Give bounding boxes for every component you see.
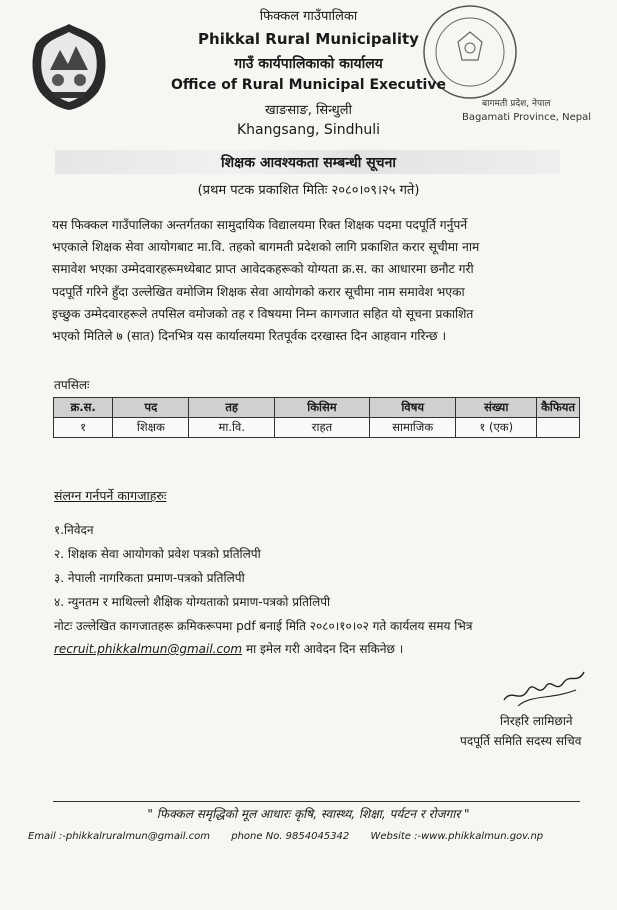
email-line bbox=[54, 640, 403, 657]
body-line: भएकाले शिक्षक सेवा आयोगबाट मा.वि. तहको बागमती प्रदेशको लागि प्रकाशित करार सूचीमा नाम bbox=[52, 240, 480, 255]
table-row bbox=[54, 418, 580, 438]
table-cell: शिक्षक bbox=[113, 418, 189, 438]
note-line: नोटः उल्लेखित कागजातहरू क्रमिकरूपमा pdf बनाई मिति २०८०।१०।०२ गते कार्यलय समय भित्र bbox=[54, 619, 473, 633]
footer-website[interactable]: Website :-www.phikkalmun.gov.np bbox=[370, 831, 544, 842]
column-header: विषय bbox=[369, 398, 455, 418]
office-name-nepali: गाउँ कार्यपालिकाको कार्यालय bbox=[234, 56, 383, 72]
signatory-title: पदपूर्ति समिति सदस्य सचिव bbox=[460, 734, 582, 748]
table-header-row bbox=[54, 398, 580, 418]
footer-phone: phone No. 9854045342 bbox=[231, 831, 350, 842]
table-cell: १ bbox=[54, 418, 113, 438]
details-table bbox=[53, 397, 580, 438]
application-email-link[interactable]: recruit.phikkalmun@gmail.com bbox=[54, 642, 243, 656]
attachment-item: ४. न्युनतम र माथिल्लो शैक्षिक योग्यताको प्रमाण-पत्रको प्रतिलिपी bbox=[54, 595, 331, 609]
body-line: भएको मितिले ७ (सात) दिनभित्र यस कार्यालयमा रितपूर्वक दरखास्त दिन आहवान गरिन्छ । bbox=[52, 329, 447, 344]
header-script-line: फिक्कल गाउँपालिका bbox=[259, 9, 358, 24]
column-header: तह bbox=[189, 398, 274, 418]
body-line: इच्छुक उम्मेदवारहरूले तपसिल वमोजको तह र विषयमा निम्न कागजात सहित यो सूचना प्रकाशित bbox=[52, 306, 474, 321]
footer-motto: " फिक्कल समृद्धिको मूल आधारः कृषि, स्वास्थ्य, शिक्षा, पर्यटन र रोजगार " bbox=[147, 807, 470, 821]
body-line: समावेश भएका उम्मेदवारहरूमध्येबाट प्राप्त आवेदकहरूको योग्यता क्र.स. का आधारमा छनौट गरी bbox=[52, 262, 474, 277]
handwritten-signature bbox=[498, 664, 588, 710]
attachment-item: ३. नेपाली नागरिकता प्रमाण-पत्रको प्रतिलिपी bbox=[54, 571, 245, 585]
footer-email[interactable]: Email :-phikkalruralmun@gmail.com bbox=[28, 831, 211, 842]
table-cell: १ (एक) bbox=[456, 418, 537, 438]
column-header: पद bbox=[113, 398, 189, 418]
stamp-caption-english: Bagamati Province, Nepal bbox=[462, 112, 592, 123]
signatory-name: निरहरि लामिछाने bbox=[500, 714, 573, 728]
footer-divider bbox=[53, 801, 580, 802]
body-line: पदपूर्ति गरिने हुँदा उल्लेखित वमोजिम शिक्षक सेवा आयोगको करार सूचीमा नाम समावेश भएका bbox=[52, 284, 465, 299]
column-header: क्र.स. bbox=[54, 398, 113, 418]
column-header: संख्या bbox=[456, 398, 537, 418]
attachment-item: १.निवेदन bbox=[54, 523, 94, 537]
location-nepali: खाङसाङ, सिन्धुली bbox=[265, 103, 352, 118]
notice-subtitle: (प्रथम पटक प्रकाशित मितिः २०८०।०९।२५ गते) bbox=[197, 183, 420, 198]
attachments-heading: संलग्न गर्नपर्ने कागजाहरुः bbox=[54, 488, 167, 503]
body-line: यस फिक्कल गाउँपालिका अन्तर्गतका सामुदायिक विद्यालयमा रिक्त शिक्षक पदमा पदपूर्ति गर्नुपर्ने bbox=[52, 218, 468, 232]
municipality-name-english: Phikkal Rural Municipality bbox=[198, 30, 419, 48]
stamp-caption-nepali: बागमती प्रदेश, नेपाल bbox=[482, 99, 551, 109]
column-header: किसिम bbox=[274, 398, 369, 418]
email-line-suffix: मा इमेल गरी आवेदन दिन सकिनेछ । bbox=[242, 642, 404, 656]
notice-body bbox=[52, 214, 572, 347]
attachment-item: २. शिक्षक सेवा आयोगको प्रवेश पत्रको प्रतिलिपी bbox=[54, 547, 261, 561]
notice-title: शिक्षक आवश्यकता सम्बन्धी सूचना bbox=[221, 155, 396, 171]
table-cell bbox=[537, 418, 580, 438]
footer-contact bbox=[28, 831, 608, 842]
details-label: तपसिलः bbox=[54, 378, 90, 392]
table-cell: सामाजिक bbox=[369, 418, 455, 438]
location-english: Khangsang, Sindhuli bbox=[237, 122, 380, 138]
office-name-english: Office of Rural Municipal Executive bbox=[171, 77, 446, 93]
column-header: कैफियत bbox=[537, 398, 580, 418]
table-cell: राहत bbox=[274, 418, 369, 438]
table-cell: मा.वि. bbox=[189, 418, 274, 438]
